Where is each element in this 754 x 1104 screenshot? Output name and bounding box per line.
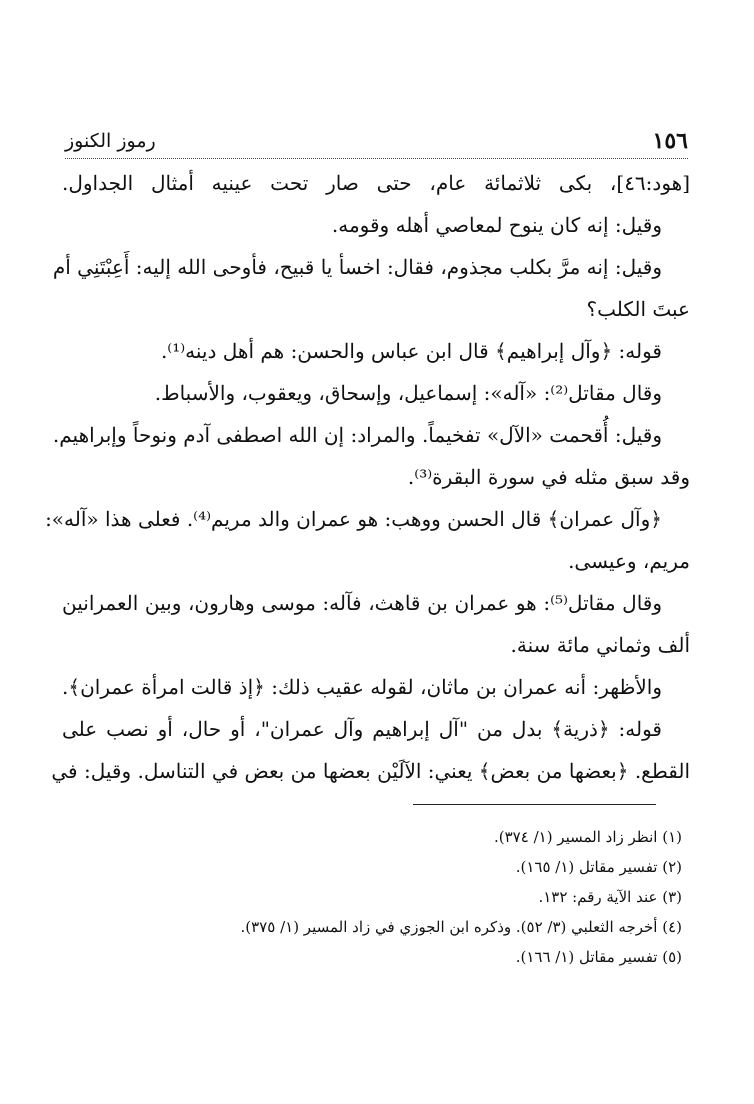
text-line: ألف وثماني مائة سنة. [510, 633, 690, 657]
text-line: [هود:٤٦]، بكى ثلاثمائة عام، حتى صار تحت عينيه أمثال الجداول. [62, 171, 690, 195]
footnote: (١) انظر زاد المسير (١/ ٣٧٤). [494, 828, 682, 846]
running-header [65, 124, 688, 159]
footnote: (٢) تفسير مقاتل (١/ ١٦٥). [515, 858, 682, 876]
text-line: قوله: ﴿ذرية﴾ بدل من "آل إبراهيم وآل عمران"، أو حال، أو نصب على [62, 717, 662, 741]
text-line: وقيل: إنه مرَّ بكلب مجذوم، فقال: اخسأ يا قبيح، فأوحى الله إليه: أَعِبْتَنِي أم [52, 255, 662, 279]
text-line: قوله: ﴿وآل إبراهيم﴾ قال ابن عباس والحسن: هم أهل دينه⁽¹⁾. [160, 339, 662, 363]
page-number: ١٥٦ [652, 128, 688, 154]
footnotes [62, 822, 690, 972]
book-title: رموز الكنوز [65, 130, 156, 152]
footnote: (٣) عند الآية رقم: ١٣٢. [538, 888, 682, 906]
text-line: وقيل: إنه كان ينوح لمعاصي أهله وقومه. [331, 213, 662, 237]
footnote: (٤) أخرجه الثعلبي (٣/ ٥٢). وذكره ابن الجوزي في زاد المسير (١/ ٣٧٥). [240, 918, 682, 936]
footnote: (٥) تفسير مقاتل (١/ ١٦٦). [515, 948, 682, 966]
main-text [45, 162, 690, 792]
text-line: القطع. ﴿بعضها من بعض﴾ يعني: الآلَيْن بعضها من بعض في التناسل. وقيل: في [51, 759, 690, 783]
footnote-separator [413, 804, 656, 805]
text-line: ﴿وآل عمران﴾ قال الحسن ووهب: هو عمران والد مريم⁽⁴⁾. فعلى هذا «آله»: [45, 507, 662, 531]
text-line: وقيل: أُقحمت «الآل» تفخيماً. والمراد: إن الله اصطفى آدم ونوحاً وإبراهيم. [52, 423, 662, 447]
text-line: وقال مقاتل⁽²⁾: «آله»: إسماعيل، وإسحاق، ويعقوب، والأسباط. [154, 381, 662, 405]
text-line: عبتَ الكلب؟ [586, 297, 690, 321]
text-line: وقد سبق مثله في سورة البقرة⁽³⁾. [407, 465, 690, 489]
text-line: مريم، وعيسى. [568, 549, 690, 573]
text-line: والأظهر: أنه عمران بن ماثان، لقوله عقيب ذلك: ﴿إذ قالت امرأة عمران﴾. [62, 675, 662, 699]
text-line: وقال مقاتل⁽⁵⁾: هو عمران بن قاهث، فآله: موسى وهارون، وبين العمرانين [62, 591, 663, 615]
